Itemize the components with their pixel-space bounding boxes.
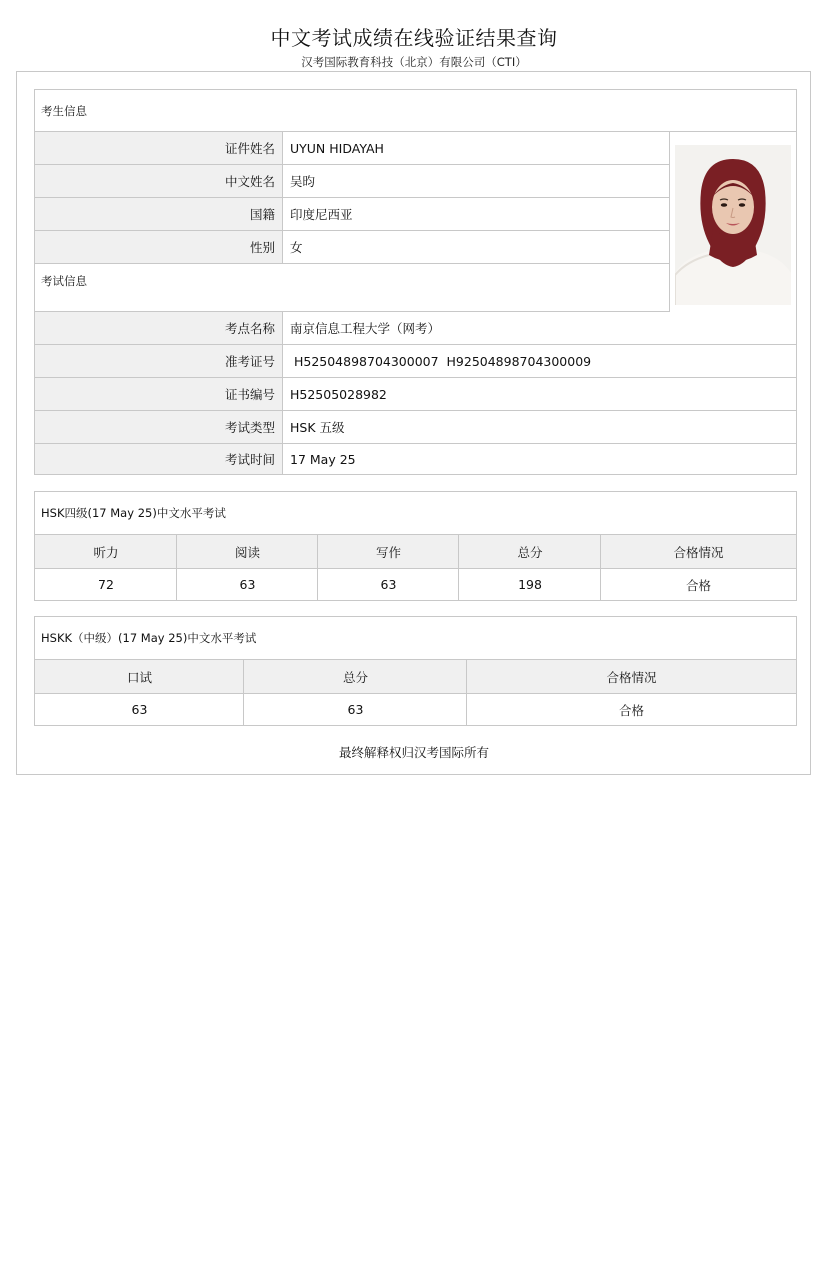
field-label-exam-type: 考试类型 — [35, 411, 283, 444]
page-subtitle: 汉考国际教育科技（北京）有限公司（CTI） — [301, 55, 527, 69]
footer-note: 最终解释权归汉考国际所有 — [338, 745, 489, 760]
hsk-col-writing: 写作 — [318, 535, 459, 568]
exam-section-title: 考试信息 — [35, 264, 669, 312]
hskk-col-pass-status: 合格情况 — [467, 660, 796, 693]
candidate-section-title: 考生信息 — [35, 90, 796, 132]
field-label-admission-number: 准考证号 — [35, 345, 283, 378]
hskk-score-block — [34, 616, 797, 726]
photo-divider — [669, 132, 670, 312]
info-block — [34, 89, 797, 475]
hsk-score-listening: 72 — [98, 577, 114, 592]
hsk-score-block — [34, 491, 797, 601]
hskk-col-oral: 口试 — [35, 660, 244, 693]
hskk-col-divider — [243, 660, 244, 725]
page-title: 中文考试成绩在线验证结果查询 — [270, 26, 558, 50]
field-label-gender: 性别 — [35, 231, 283, 264]
candidate-photo — [675, 145, 791, 305]
hsk-col-divider — [600, 535, 601, 600]
hsk-col-divider — [458, 535, 459, 600]
field-value-exam-type: HSK 五级 — [283, 411, 796, 444]
hskk-title: HSKK（中级）(17 May 25)中文水平考试 — [35, 617, 796, 660]
field-value-gender: 女 — [283, 231, 669, 264]
field-value-exam-date: 17 May 25 — [290, 451, 356, 467]
hsk-score-total: 198 — [518, 577, 542, 592]
field-value-test-center: 南京信息工程大学（网考） — [283, 312, 796, 345]
hsk-col-pass-status: 合格情况 — [601, 535, 796, 568]
field-value-chinese-name: 吴昀 — [283, 165, 669, 198]
hsk-col-total: 总分 — [459, 535, 601, 568]
field-value-id-name: UYUN HIDAYAH — [283, 132, 669, 165]
hsk-title: HSK四级(17 May 25)中文水平考试 — [35, 492, 796, 535]
field-label-nationality: 国籍 — [35, 198, 283, 231]
field-value-admission-number: H52504898704300007 H92504898704300009 — [283, 345, 796, 378]
hskk-col-divider — [466, 660, 467, 725]
hsk-pass-status: 合格 — [685, 577, 711, 593]
hsk-col-listening: 听力 — [35, 535, 177, 568]
hskk-score-total: 63 — [347, 702, 364, 717]
field-value-certificate-number: H52505028982 — [283, 378, 796, 411]
field-label-certificate-number: 证书编号 — [35, 378, 283, 411]
hsk-score-writing: 63 — [380, 577, 397, 592]
field-label-test-center: 考点名称 — [35, 312, 283, 345]
hsk-score-reading: 63 — [239, 577, 256, 592]
hskk-col-total: 总分 — [244, 660, 467, 693]
field-value-nationality: 印度尼西亚 — [283, 198, 669, 231]
field-label-id-name: 证件姓名 — [35, 132, 283, 165]
hskk-score-oral: 63 — [131, 702, 148, 717]
hskk-pass-status: 合格 — [618, 702, 644, 718]
hsk-col-divider — [317, 535, 318, 600]
field-label-exam-date: 考试时间 — [35, 444, 283, 474]
field-label-chinese-name: 中文姓名 — [35, 165, 283, 198]
hsk-col-divider — [176, 535, 177, 600]
hsk-col-reading: 阅读 — [177, 535, 318, 568]
